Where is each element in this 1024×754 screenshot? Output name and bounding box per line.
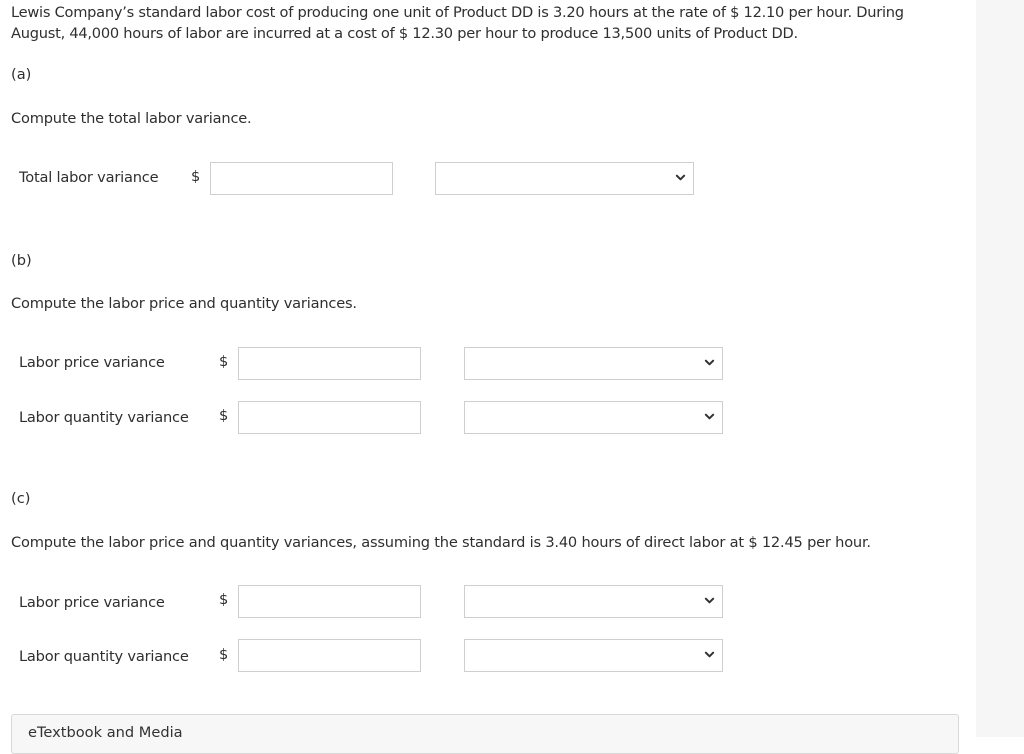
currency-symbol: $ xyxy=(219,646,229,663)
side-gutter xyxy=(976,0,1024,737)
chevron-down-icon xyxy=(675,172,686,183)
problem-line-2: August, 44,000 hours of labor are incurred at a cost of $ 12.30 per hour to produce 13,500 units of Product DD. xyxy=(11,25,798,42)
labor-price-variance-label-c: Labor price variance xyxy=(19,594,165,611)
labor-quantity-variance-input[interactable] xyxy=(238,401,421,434)
total-labor-variance-label: Total labor variance xyxy=(19,169,159,186)
total-labor-variance-input[interactable] xyxy=(210,162,393,195)
part-c-instruction: Compute the labor price and quantity variances, assuming the standard is 3.40 hours of direct labor at $ 12.45 per hour. xyxy=(11,534,871,551)
currency-symbol: $ xyxy=(219,407,229,424)
problem-statement xyxy=(11,2,941,44)
labor-quantity-variance-type-select[interactable] xyxy=(464,401,723,434)
currency-symbol: $ xyxy=(219,353,229,370)
labor-quantity-variance-type-select-c[interactable] xyxy=(464,639,723,672)
part-a-label: (a) xyxy=(11,66,32,83)
labor-price-variance-label: Labor price variance xyxy=(19,354,165,371)
labor-price-variance-input-c[interactable] xyxy=(238,585,421,618)
part-a-instruction: Compute the total labor variance. xyxy=(11,110,252,127)
labor-price-variance-type-select[interactable] xyxy=(464,347,723,380)
problem-line-1: Lewis Company’s standard labor cost of producing one unit of Product DD is 3.20 hours at the rate of $ 12.10 per hour. During xyxy=(11,4,904,21)
part-c-label: (c) xyxy=(11,490,31,507)
part-b-label: (b) xyxy=(11,252,32,269)
currency-symbol: $ xyxy=(191,168,201,185)
currency-symbol: $ xyxy=(219,591,229,608)
etextbook-media-panel[interactable] xyxy=(11,714,959,754)
labor-price-variance-type-select-c[interactable] xyxy=(464,585,723,618)
labor-quantity-variance-label-c: Labor quantity variance xyxy=(19,648,189,665)
part-b-instruction: Compute the labor price and quantity variances. xyxy=(11,295,357,312)
etextbook-media-label: eTextbook and Media xyxy=(28,724,183,741)
labor-quantity-variance-label: Labor quantity variance xyxy=(19,409,189,426)
total-labor-variance-type-select[interactable] xyxy=(435,162,694,195)
chevron-down-icon xyxy=(704,357,715,368)
chevron-down-icon xyxy=(704,411,715,422)
labor-price-variance-input[interactable] xyxy=(238,347,421,380)
chevron-down-icon xyxy=(704,595,715,606)
chevron-down-icon xyxy=(704,649,715,660)
labor-quantity-variance-input-c[interactable] xyxy=(238,639,421,672)
